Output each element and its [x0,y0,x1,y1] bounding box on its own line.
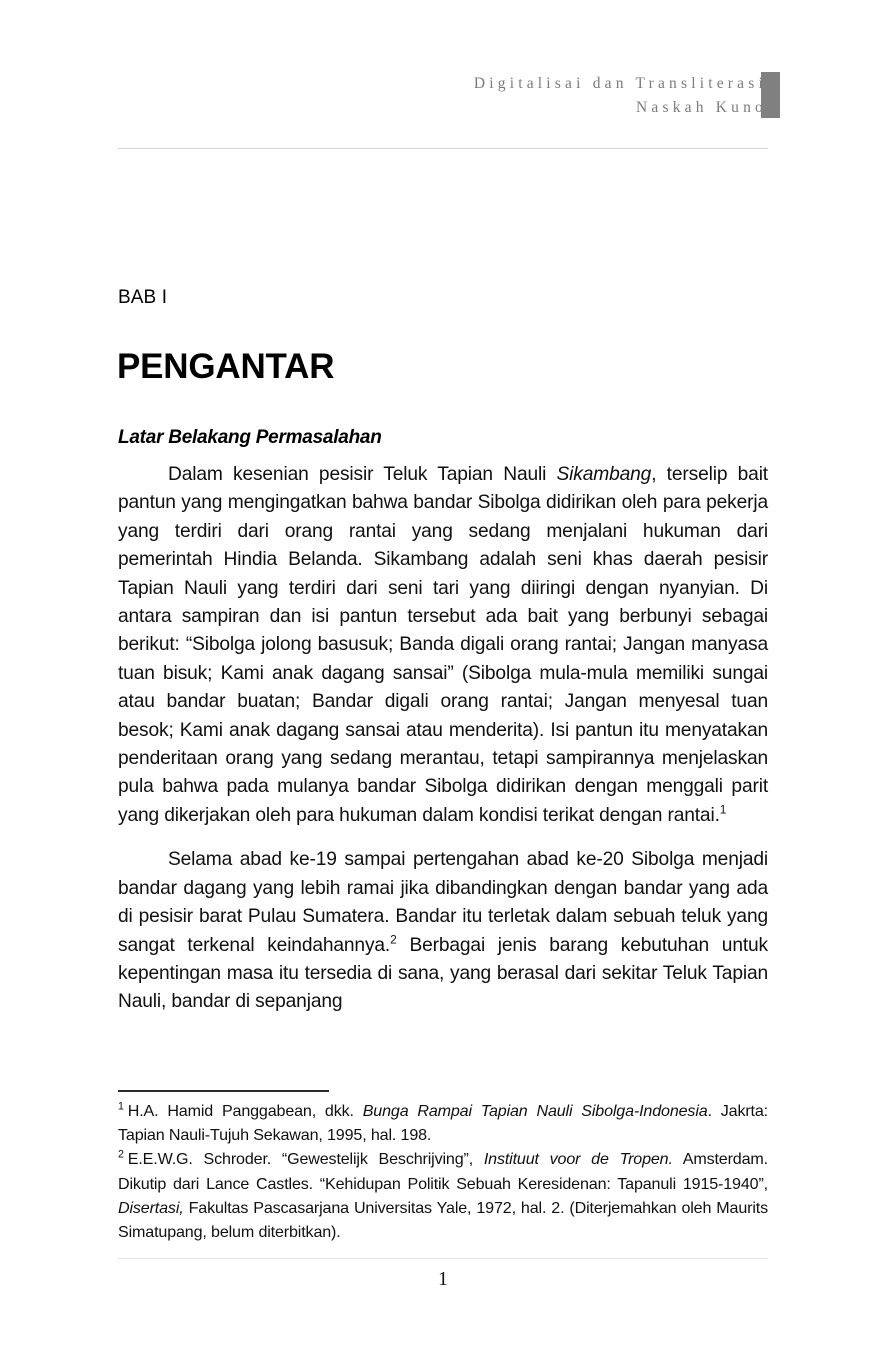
footnote-1-text-a: H.A. Hamid Panggabean, dkk. [127,1102,363,1120]
footnote-2-text-b: Amsterdam. Dikutip dari Lance Castles. “Kehidupan Politik Sebuah Keresidenan: Tapanuli 1915-1940”, [118,1150,768,1193]
paragraph-2-text-a: Selama abad ke-19 sampai pertengahan abad ke-20 Sibolga menjadi bandar dagang yang lebih ramai jika dibandingkan dengan bandar yang ada di pesisir barat Pulau Sumatera. Bandar itu terletak dalam sebuah teluk yang sangat terkenal keindahannya. [118,849,768,956]
footnote-item-2 [118,1147,768,1244]
paragraph-1-text-a: Dalam kesenian pesisir Teluk Tapian Nauli [168,464,557,485]
section-heading: Latar Belakang Permasalahan [118,427,382,448]
header-text [118,72,768,120]
footnote-marker-2: 2 [118,1149,124,1162]
body-content [118,461,768,1017]
footnote-1-italic-a: Bunga Rampai Tapian Nauli Sibolga-Indonesia [362,1102,708,1120]
footnote-marker-1: 1 [118,1100,124,1113]
paragraph-1 [118,461,768,830]
paragraph-1-text-b: , terselip bait pantun yang mengingatkan bahwa bandar Sibolga didirikan oleh para pekerja yang terdiri dari orang rantai yang sedang menjalani hukuman dari pemerintah Hindia Belanda. Sikambang adalah seni khas daerah pesisir Tapian Nauli yang terdiri dari seni tari yang diiringi dengan nyanyian. Di antara sampiran dan isi pantun tersebut ada bait yang berbunyi sebagai berikut: “Sibolga jolong basusuk; Banda digali orang rantai; Jangan manyasa tuan bisuk; Kami anak dagang sansai” (Sibolga mula-mula memiliki sungai atau bandar buatan; Bandar digali orang rantai; Jangan menyesal tuan besok; Kami anak dagang sansai atau menderita). Isi pantun itu menyatakan penderitaan orang yang sedang merantau, tetapi sampirannya menjelaskan pula bahwa pada mulanya bandar Sibolga didirikan dengan menggali parit yang dikerjakan oleh para hukuman dalam kondisi terikat dengan rantai. [118,464,768,826]
page-title: PENGANTAR [117,347,335,387]
footnote-ref-2[interactable]: 2 [390,932,397,947]
paragraph-2 [118,846,768,1016]
paragraph-2-text-b: Berbagai jenis barang kebutuhan untuk kepentingan masa itu tersedia di sana, yang berasal dari sekitar Teluk Tapian Nauli, bandar di sepanjang [118,934,768,1013]
footer-divider [118,1258,768,1259]
header-line-2: Naskah Kuno [635,99,767,116]
footnote-item-1 [118,1099,768,1147]
header-divider [118,148,768,149]
footnote-1-text-b: . Jakrta: Tapian Nauli-Tujuh Sekawan, 1995, hal. 198. [118,1102,768,1145]
footnote-separator [118,1090,329,1092]
running-header [118,72,768,120]
footnote-2-italic-a: Instituut voor de Tropen. [483,1150,673,1169]
footnote-list [118,1099,768,1244]
header-line-1: Digitalisai dan Transliterasi [473,75,767,92]
page-number: 1 [438,1268,448,1290]
footnote-ref-1[interactable]: 1 [719,802,727,817]
chapter-label: BAB I [118,287,168,308]
footnote-2-italic-b: Disertasi, [118,1198,184,1217]
footnote-2-text-c: Fakultas Pascasarjana Universitas Yale, 1972, hal. 2. (Diterjemahkan oleh Maurits Simatupang, belum diterbitkan). [118,1198,768,1242]
footnote-2-text-a: E.E.W.G. Schroder. “Gewestelijk Beschrijving”, [127,1150,484,1169]
paragraph-1-italic-a: Sikambang [556,464,652,485]
